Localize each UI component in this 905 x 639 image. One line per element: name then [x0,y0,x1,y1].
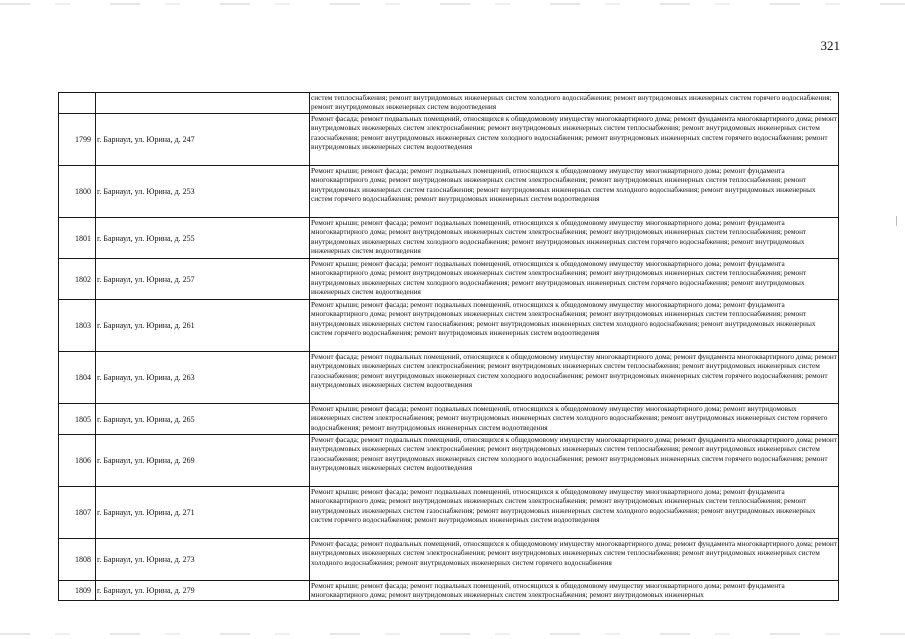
row-address: г. Барнаул, ул. Юрина, д. 257 [96,259,310,300]
row-number: 1799 [59,114,96,166]
table-row [59,581,839,601]
table-row [59,166,839,218]
row-works: Ремонт крыши; ремонт фасада; ремонт подвальных помещений, относящихся к общедомовому имуществу многоквартирного дома; ремонт фундамента многоквартирного дома; ремонт внутридомовых инженерных систем электроснабжения; ремонт внутридомовых инженерных систем теплоснабжения; ремонт внутридомовых инженерных систем холодного водоснабжения; ремонт внутридомовых инженерных систем горячего водоснабжения; ремонт внутридомовых инженерных систем водоотведения [310,218,839,259]
table-row [59,435,839,487]
row-address: г. Барнаул, ул. Юрина, д. 265 [96,404,310,435]
works-table [58,92,839,601]
table-row [59,487,839,539]
row-works: Ремонт фасада; ремонт подвальных помещений, относящихся к общедомовому имуществу многоквартирного дома; ремонт фундамента многоквартирного дома; ремонт внутридомовых инженерных систем электроснабжения; ремонт внутридомовых инженерных систем теплоснабжения; ремонт внутридомовых инженерных систем газоснабжения; ремонт внутридомовых инженерных систем холодного водоснабжения; ремонт внутридомовых инженерных систем горячего водоснабжения; ремонт внутридомовых инженерных систем водоотведения [310,435,839,487]
row-address: г. Барнаул, ул. Юрина, д. 263 [96,352,310,404]
row-works: Ремонт фасада; ремонт подвальных помещений, относящихся к общедомовому имуществу многоквартирного дома; ремонт фундамента многоквартирного дома; ремонт внутридомовых инженерных систем электроснабжения; ремонт внутридомовых инженерных систем теплоснабжения; ремонт внутридомовых инженерных систем газоснабжения; ремонт внутридомовых инженерных систем холодного водоснабжения; ремонт внутридомовых инженерных систем горячего водоснабжения; ремонт внутридомовых инженерных систем водоотведения [310,352,839,404]
row-number [59,93,96,114]
row-number: 1806 [59,435,96,487]
table-row [59,114,839,166]
row-number: 1802 [59,259,96,300]
row-number: 1809 [59,581,96,601]
row-address: г. Барнаул, ул. Юрина, д. 255 [96,218,310,259]
row-works: Ремонт фасада; ремонт подвальных помещений, относящихся к общедомовому имуществу многоквартирного дома; ремонт фундамента многоквартирного дома; ремонт внутридомовых инженерных систем электроснабжения; ремонт внутридомовых инженерных систем теплоснабжения; ремонт внутридомовых инженерных систем холодного водоснабжения; ремонт внутридомовых инженерных систем горячего водоснабжения [310,539,839,581]
table-row [59,259,839,300]
table-row [59,539,839,581]
row-number: 1805 [59,404,96,435]
row-address: г. Барнаул, ул. Юрина, д. 261 [96,300,310,352]
scan-noise-bottom [0,633,905,635]
row-works: Ремонт крыши; ремонт фасада; ремонт подвальных помещений, относящихся к общедомовому имуществу многоквартирного дома; ремонт фундамента многоквартирного дома; ремонт внутридомовых инженерных систем электроснабжения; ремонт внутридомовых инженерных [310,581,839,601]
row-number: 1804 [59,352,96,404]
row-number: 1800 [59,166,96,218]
row-address [96,93,310,114]
table-row [59,352,839,404]
row-address: г. Барнаул, ул. Юрина, д. 247 [96,114,310,166]
row-number: 1807 [59,487,96,539]
table-row [59,93,839,114]
row-works: систем теплоснабжения; ремонт внутридомовых инженерных систем холодного водоснабжения; ремонт внутридомовых инженерных систем горячего водоснабжения; ремонт внутридомовых инженерных систем водоотведения [310,93,839,114]
table-row [59,218,839,259]
row-number: 1808 [59,539,96,581]
row-works: Ремонт фасада; ремонт подвальных помещений, относящихся к общедомовому имуществу многоквартирного дома; ремонт фундамента многоквартирного дома; ремонт внутридомовых инженерных систем электроснабжения; ремонт внутридомовых инженерных систем теплоснабжения; ремонт внутридомовых инженерных систем газоснабжения; ремонт внутридомовых инженерных систем холодного водоснабжения; ремонт внутридомовых инженерных систем горячего водоснабжения; ремонт внутридомовых инженерных систем водоотведения [310,114,839,166]
row-address: г. Барнаул, ул. Юрина, д. 269 [96,435,310,487]
row-works: Ремонт крыши; ремонт фасада; ремонт подвальных помещений, относящихся к общедомовому имуществу многоквартирного дома; ремонт фундамента многоквартирного дома; ремонт внутридомовых инженерных систем электроснабжения; ремонт внутридомовых инженерных систем теплоснабжения; ремонт внутридомовых инженерных систем газоснабжения; ремонт внутридомовых инженерных систем холодного водоснабжения; ремонт внутридомовых инженерных систем горячего водоснабжения; ремонт внутридомовых инженерных систем водоотведения [310,487,839,539]
scan-edge-mark [896,216,897,226]
row-works: Ремонт крыши; ремонт фасада; ремонт подвальных помещений, относящихся к общедомовому имуществу многоквартирного дома; ремонт фундамента многоквартирного дома; ремонт внутридомовых инженерных систем электроснабжения; ремонт внутридомовых инженерных систем теплоснабжения; ремонт внутридомовых инженерных систем холодного водоснабжения; ремонт внутридомовых инженерных систем горячего водоснабжения; ремонт внутридомовых инженерных систем водоотведения [310,259,839,300]
row-works: Ремонт крыши; ремонт фасада; ремонт подвальных помещений, относящихся к общедомовому имуществу многоквартирного дома; ремонт внутридомовых инженерных систем электроснабжения; ремонт внутридомовых инженерных систем холодного водоснабжения; ремонт внутридомовых инженерных систем горячего водоснабжения; ремонт внутридомовых инженерных систем водоотведения [310,404,839,435]
page-number: 321 [820,38,840,53]
scan-noise-top [0,3,905,5]
table-row [59,300,839,352]
row-number: 1803 [59,300,96,352]
row-works: Ремонт крыши; ремонт фасада; ремонт подвальных помещений, относящихся к общедомовому имуществу многоквартирного дома; ремонт фундамента многоквартирного дома; ремонт внутридомовых инженерных систем электроснабжения; ремонт внутридомовых инженерных систем теплоснабжения; ремонт внутридомовых инженерных систем газоснабжения; ремонт внутридомовых инженерных систем холодного водоснабжения; ремонт внутридомовых инженерных систем горячего водоснабжения; ремонт внутридомовых инженерных систем водоотведения [310,166,839,218]
row-number: 1801 [59,218,96,259]
table-row [59,404,839,435]
row-address: г. Барнаул, ул. Юрина, д. 273 [96,539,310,581]
row-address: г. Барнаул, ул. Юрина, д. 253 [96,166,310,218]
row-address: г. Барнаул, ул. Юрина, д. 279 [96,581,310,601]
row-works: Ремонт крыши; ремонт фасада; ремонт подвальных помещений, относящихся к общедомовому имуществу многоквартирного дома; ремонт фундамента многоквартирного дома; ремонт внутридомовых инженерных систем электроснабжения; ремонт внутридомовых инженерных систем теплоснабжения; ремонт внутридомовых инженерных систем газоснабжения; ремонт внутридомовых инженерных систем холодного водоснабжения; ремонт внутридомовых инженерных систем горячего водоснабжения; ремонт внутридомовых инженерных систем водоотведения [310,300,839,352]
row-address: г. Барнаул, ул. Юрина, д. 271 [96,487,310,539]
